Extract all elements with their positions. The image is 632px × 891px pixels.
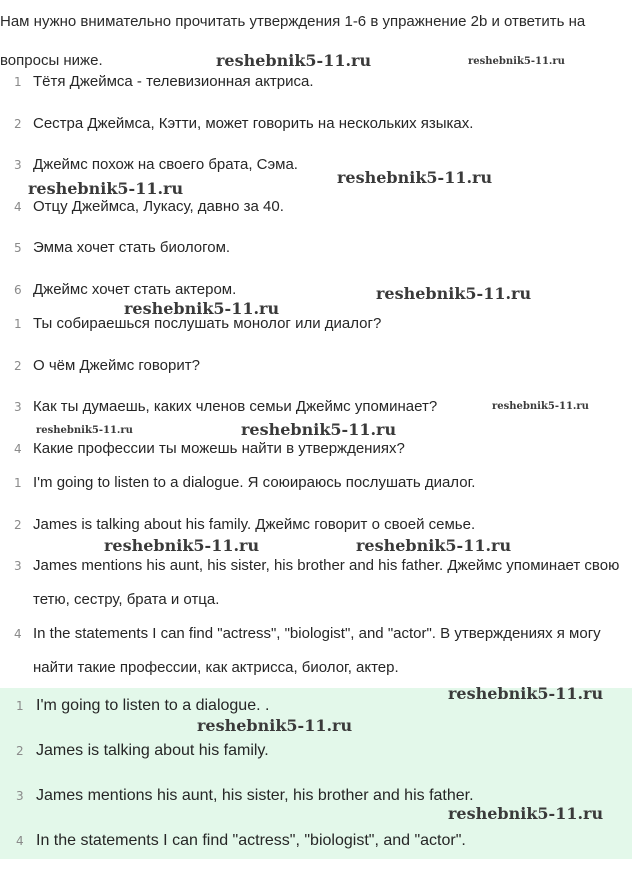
list-item [0,825,632,870]
watermark: reshebnik5-11.ru [124,299,280,318]
item-number: 4 [14,627,22,641]
list-item [0,690,632,735]
item-text: In the statements I can find "actress", "biologist", and "actor". [36,832,466,849]
watermark: reshebnik5-11.ru [241,420,397,439]
list-item [0,735,632,780]
item-text: Джеймс хочет стать актером. [33,280,237,298]
list-item [0,108,632,150]
watermark: reshebnik5-11.ru [28,179,184,198]
item-number: 4 [14,199,22,214]
item-text: Эмма хочет стать биологом. [33,239,231,256]
watermark: reshebnik5-11.ru [216,51,372,70]
item-number: 2 [14,517,22,532]
list-item [0,232,632,274]
item-number: 1 [16,699,24,713]
item-text: Ты собираешься послушать монолог или диалог? [33,315,382,332]
item-text: Джеймс похож на своего брата, Сэма. [33,156,298,173]
item-number: 1 [14,75,22,89]
item-text: О чём Джеймс говорит? [33,356,200,374]
item-number: 2 [14,116,22,131]
item-text: Как ты думаешь, каких членов семьи Джеймс упоминает? [33,398,438,415]
list-item [0,549,632,617]
list-item [0,66,632,108]
watermark: reshebnik5-11.ru [197,716,353,735]
item-number: 6 [14,282,22,297]
list-item [0,350,632,392]
item-text: I'm going to listen to a dialogue. Я союираюсь послушать диалог. [33,474,476,491]
item-number: 3 [14,158,22,172]
item-number: 3 [14,400,22,414]
item-number: 4 [14,441,22,456]
item-number: 2 [16,744,24,758]
watermark: reshebnik5-11.ru [492,401,589,412]
item-text: James mentions his aunt, his sister, his brother and his father. Джеймс упоминает свою тетю, сестру, брата и отца. [33,557,620,608]
item-text: In the statements I can find "actress", "biologist", and "actor". В утверждениях я могу найти такие профессии, как актрисса, биолог, актер. [33,625,601,676]
item-text: James is talking about his family. [36,742,269,759]
item-number: 3 [16,789,24,803]
list-item [0,466,632,508]
statements-list [0,66,632,315]
watermark: reshebnik5-11.ru [448,684,604,703]
item-text: Отцу Джеймса, Лукасу, давно за 40. [33,197,284,215]
item-number: 5 [14,241,22,255]
list-item [0,149,632,191]
list-item [0,617,632,685]
list-item [0,780,632,825]
item-number: 3 [14,559,22,573]
item-text: James mentions his aunt, his sister, his brother and his father. [36,787,474,804]
list-item [0,191,632,233]
watermark: reshebnik5-11.ru [356,536,512,555]
item-number: 1 [14,317,22,331]
intro-text: Нам нужно внимательно прочитать утверждения 1-6 в упражнение 2b и ответить на вопросы ниже. [0,13,586,69]
questions-list [0,308,632,474]
item-text: I'm going to listen to a dialogue. . [36,697,270,714]
item-number: 2 [14,358,22,373]
list-item [0,308,632,350]
watermark: reshebnik5-11.ru [337,168,493,187]
watermark: reshebnik5-11.ru [448,804,604,823]
watermark: reshebnik5-11.ru [36,425,133,436]
watermark: reshebnik5-11.ru [376,284,532,303]
watermark: reshebnik5-11.ru [468,56,565,67]
item-number: 1 [14,476,22,490]
list-item [0,391,632,433]
item-text: Сестра Джеймса, Кэтти, может говорить на нескольких языках. [33,114,474,132]
item-text: Тётя Джеймса - телевизионная актриса. [33,73,314,90]
watermark: reshebnik5-11.ru [104,536,260,555]
final-answers-list [0,690,632,870]
translated-answers-list [0,466,632,685]
item-text: Какие профессии ты можешь найти в утверждениях? [33,439,405,457]
item-number: 4 [16,834,24,848]
item-text: James is talking about his family. Джеймс говорит о своей семье. [33,515,476,533]
list-item [0,508,632,550]
